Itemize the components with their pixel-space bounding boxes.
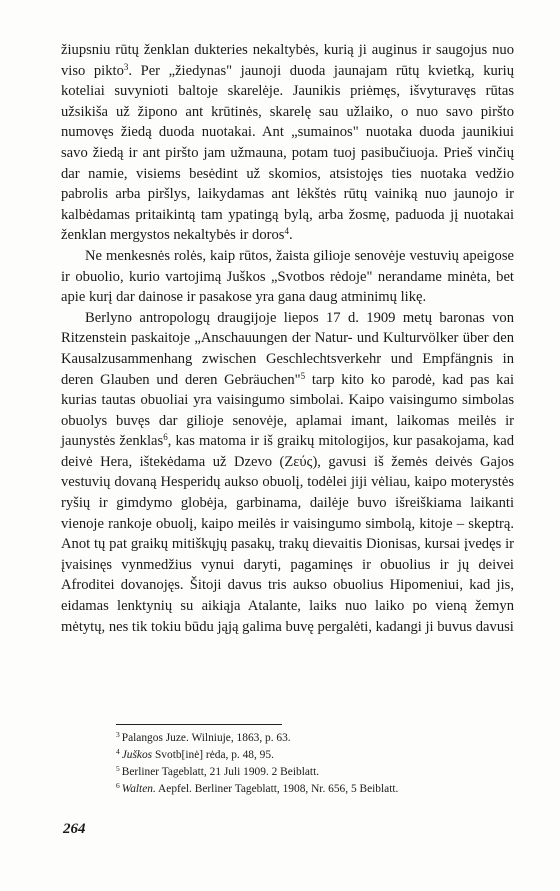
footnote-ref-5[interactable]: 5 xyxy=(300,370,306,381)
footnote-divider xyxy=(116,724,282,725)
footnote: $^3$ Palangos Juze. Wilniuje, 1863, p. 63. xyxy=(116,730,291,744)
footnote-ref-3[interactable]: 3 xyxy=(123,61,129,72)
paragraph-1: žiupsniu rūtų ženklan dukteries nekaltybės, kurią ji auginus ir saugojus nuo viso pikto$^3$. Per „žiedynas" jaunoji duoda jaunajam rūtų kvietką, kurių koteliai suvynioti baltoje skarelėje. Jaunikis priėmęs, išvyturavęs rūtas užsikiša už žipono ant krūtinės, skarelę sau užlaiko, o nuo savo piršto numovęs žiedą duoda nuotakai. Ant „sumainos" nuotaka duoda jaunikiui savo žiedą ir ant piršto jam užmauna, potam tuoj pasibučiuoja. Prieš vinčių dar namie, visiems besėdint už skomios, atsistojęs ties nuotaka vedžio pabrolis arba piršlys, laikydamas ant lėkštės rūtų vainiką nuo jaunojo ir kalbėdamas pritaikintą tam ypatingą bylą, arba žosmę, paduoda jį nuotakai ženklan mergystos nekaltybės ir doros$^4$. xyxy=(61,42,514,244)
body-text xyxy=(61,40,514,637)
footnote-ref-4[interactable]: 4 xyxy=(284,226,289,237)
page-number: 264 xyxy=(63,821,86,837)
footnote-ref-6[interactable]: 6 xyxy=(163,432,168,443)
footnote: $^6$ Walten. Aepfel. Berliner Tageblatt, 1908, Nr. 656, 5 Beiblatt. xyxy=(116,781,399,795)
paragraph-2: Ne menkesnės rolės, kaip rūtos, žaista gilioje senovėje vestuvių apeigose ir obuolio, kurio vartojimą Juškos „Svotbos rėdoje" nerandame minėta, bet apie kurį dar dainose ir pasakose yra gana daug atminimų likę. xyxy=(61,247,514,306)
footnotes xyxy=(116,730,506,798)
paragraph-3: Berlyno antropologų draugijoje liepos 17 d. 1909 metų baronas von Ritzenstein paskaitoje „Anschauungen der Natur- und Kulturvölker über den Kausalzusammenhang zwischen Geschlechtsverkehr und Empfängnis in deren Glauben und deren Gebräuchen"$^5$ tarp kito ko parodė, kad pas kai kurias tautas obuoliai yra vaisingumo simbolai. Kaipo vaisingumo simbolas obuolys buvęs dar gilioje senovėje, aplamai imant, laikomas meilės ir jaunystės ženklas$^6$, kas matoma ir iš graikų mitologijos, kur pasakojama, kad deivė Hera, ištekėdama už Dzevo (Ζεύς), gavusi iš žemės deivės Gajos vestuvių dovaną Hesperidų aukso obuolį, todėlei jiji vėliau, kaipo moterystės ryšių ir gimdymo globėja, garbinama, dailėje buvo išreiškiama laikanti vienoje rankoje obuolį, kaipo meilės ir vaisingumo simbolą, kitoje – skeptrą. Anot tų pat graikų mitiškųjų pasakų, trakų dievaitis Dionisas, kursai įvedęs ir įvaisinęs vynmedžius vynui daryti, pagaminęs ir obuolius ir jų deivei Afroditei dovanojęs. Šitoji davus tris aukso obuolius Hipomeniui, kad jis, eidamas lenktynių su aikiąja Atalante, laiks nuo laiko po vieną žemyn mėtytų, nes tik tokiu būdu jąją galima buvę pergalėti, kadangi ji buvus davusi xyxy=(61,309,515,635)
footnote: $^5$ Berliner Tageblatt, 21 Juli 1909. 2 Beiblatt. xyxy=(116,764,320,778)
footnote: $^4$ Juškos Svotb[inė] rėda, p. 48, 95. xyxy=(116,747,274,761)
